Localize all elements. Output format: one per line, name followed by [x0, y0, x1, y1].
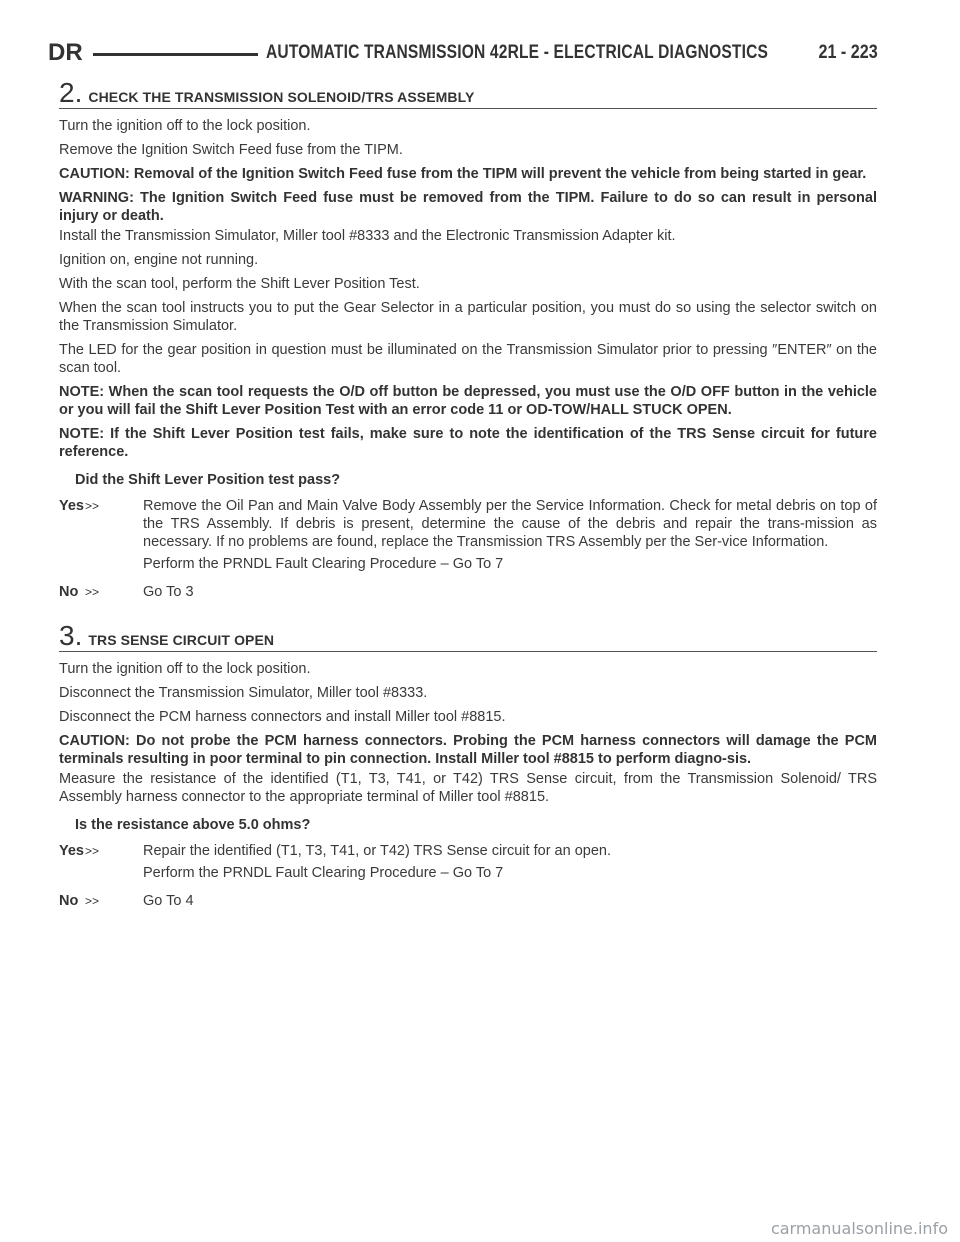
- answer-no-body: [143, 583, 877, 605]
- step-text: The LED for the gear position in question must be illuminated on the Transmission Simulator prior to pressing ″ENTER″ on the scan tool.: [59, 342, 877, 376]
- step-text: Disconnect the Transmission Simulator, Miller tool #8333.: [59, 685, 428, 701]
- warning-text: WARNING: The Ignition Switch Feed fuse must be removed from the TIPM. Failure to do so can result in personal injury or death.: [59, 190, 877, 224]
- page-number: 21 - 223: [818, 42, 878, 63]
- step-text: With the scan tool, perform the Shift Lever Position Test.: [59, 276, 420, 292]
- caution-text: CAUTION: Removal of the Ignition Switch Feed fuse from the TIPM will prevent the vehicle from being started in gear.: [59, 166, 867, 182]
- step-text: Disconnect the PCM harness connectors and install Miller tool #8815.: [59, 709, 506, 725]
- answer-text: Perform the PRNDL Fault Clearing Procedure – Go To 7: [143, 556, 504, 572]
- section-number: 2.: [59, 77, 83, 108]
- note-text: NOTE: If the Shift Lever Position test fails, make sure to note the identification of the TRS Sense circuit for future reference.: [59, 426, 877, 460]
- answer-yes-label: Yes: [59, 498, 84, 514]
- arrow-icon: >>: [85, 499, 100, 513]
- step-text: Turn the ignition off to the lock position.: [59, 661, 311, 677]
- section-title: TRS SENSE CIRCUIT OPEN: [88, 632, 275, 648]
- step-text: Install the Transmission Simulator, Miller tool #8333 and the Electronic Transmission Adapter kit.: [59, 228, 676, 244]
- header-title: AUTOMATIC TRANSMISSION 42RLE - ELECTRICAL DIAGNOSTICS: [265, 42, 768, 63]
- answer-text: Remove the Oil Pan and Main Valve Body Assembly per the Service Information. Check for metal debris on top of the TRS Assembly. If debris is present, determine the cause of the debris and repair the trans-mission as necessary. If no problems are found, replace the Transmission TRS Assembly per the Ser-vice Information.: [143, 498, 877, 550]
- answer-text: Go To 4: [143, 893, 194, 909]
- note-text: NOTE: When the scan tool requests the O/D off button be depressed, you must use the O/D OFF button in the vehicle or you will fail the Shift Lever Position Test with an error code 11 or OD-TOW/HALL STUCK OPEN.: [59, 384, 877, 418]
- answer-no-label: No: [59, 893, 79, 909]
- watermark[interactable]: carmanualsonline.info: [770, 1219, 948, 1238]
- step-text: Measure the resistance of the identified (T1, T3, T41, or T42) TRS Sense circuit, from the Transmission Solenoid/ TRS Assembly harness connector to the appropriate terminal of Miller tool #8815.: [59, 771, 877, 805]
- answer-no-label: No: [59, 584, 79, 600]
- caution-text: CAUTION: Do not probe the PCM harness connectors. Probing the PCM harness connectors will damage the PCM terminals resulting in poor terminal to pin connection. Install Miller tool #8815 to perform diagno-sis.: [59, 733, 877, 767]
- answer-no: [59, 583, 877, 605]
- answer-text: Perform the PRNDL Fault Clearing Procedure – Go To 7: [143, 865, 504, 881]
- answer-text: Repair the identified (T1, T3, T41, or T42) TRS Sense circuit for an open.: [143, 843, 612, 859]
- section-number: 3.: [59, 620, 83, 651]
- section-3-heading: [59, 620, 877, 652]
- answer-yes-body: [143, 497, 877, 577]
- section-2-heading: [59, 77, 877, 109]
- test-question: Did the Shift Lever Position test pass?: [75, 472, 341, 488]
- step-text: When the scan tool instructs you to put the Gear Selector in a particular position, you must do so using the selector switch on the Transmission Simulator.: [59, 300, 877, 334]
- arrow-icon: >>: [85, 844, 100, 858]
- answer-no: [59, 892, 877, 914]
- step-text: Turn the ignition off to the lock position.: [59, 118, 311, 134]
- header-model: DR: [48, 39, 83, 66]
- answer-yes-body: [143, 842, 877, 886]
- arrow-icon: >>: [85, 894, 100, 908]
- page-content: [59, 77, 877, 920]
- step-text: Remove the Ignition Switch Feed fuse from the TIPM.: [59, 142, 403, 158]
- answer-text: Go To 3: [143, 584, 194, 600]
- header-rule: [93, 53, 258, 56]
- test-question: Is the resistance above 5.0 ohms?: [75, 817, 311, 833]
- section-title: CHECK THE TRANSMISSION SOLENOID/TRS ASSEMBLY: [88, 89, 475, 105]
- answer-yes: [59, 842, 877, 886]
- answer-no-body: [143, 892, 877, 914]
- step-text: Ignition on, engine not running.: [59, 252, 259, 268]
- answer-yes-label: Yes: [59, 843, 84, 859]
- arrow-icon: >>: [85, 585, 100, 599]
- page-header: [48, 38, 878, 68]
- answer-yes: [59, 497, 877, 577]
